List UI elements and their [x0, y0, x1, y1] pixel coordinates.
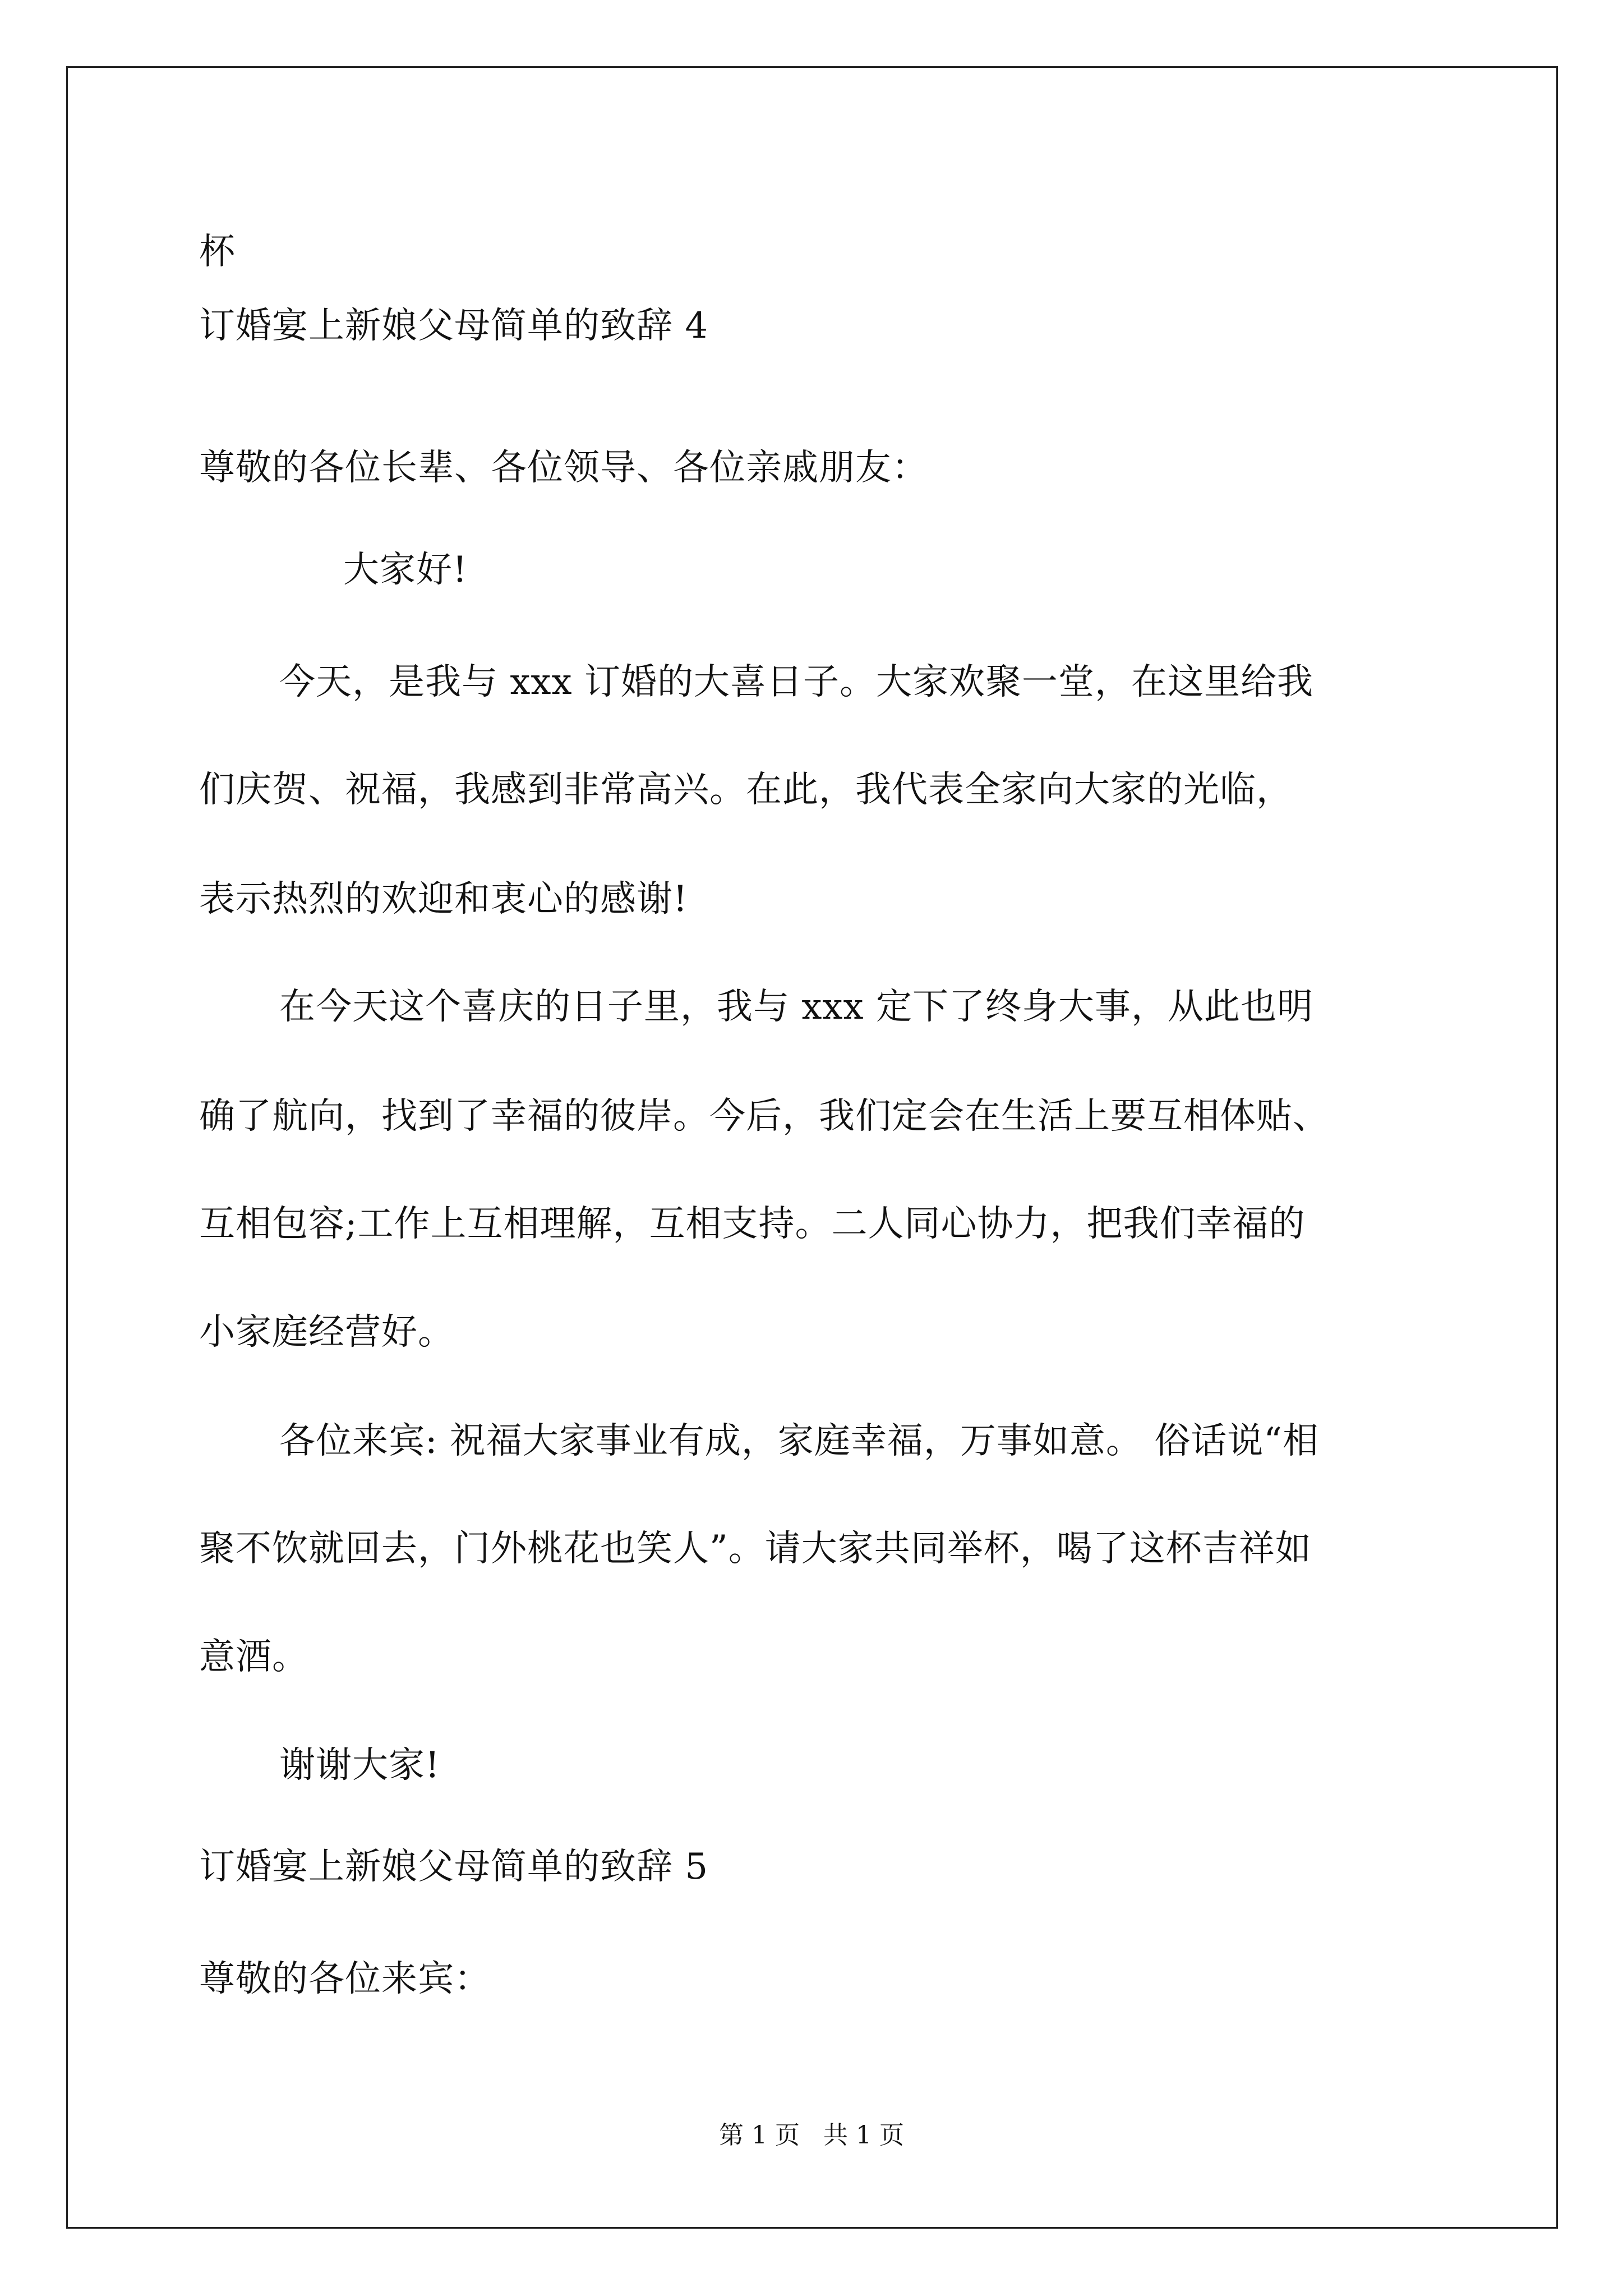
paragraph-2-line-1: 在今天这个喜庆的日子里，我与 xxx 定下了终身大事，从此也明	[279, 986, 1313, 1028]
paragraph-3-line-2: 聚不饮就回去，门外桃花也笑人”。请大家共同举杯，喝了这杯吉祥如	[199, 1528, 1312, 1570]
salutation-line-2: 尊敬的各位来宾：	[199, 1958, 491, 2000]
paragraph-3-line-3: 意酒。	[199, 1636, 308, 1678]
page-border	[66, 66, 1558, 2229]
section-heading-4: 订婚宴上新娘父母简单的致辞 4	[199, 305, 709, 347]
paragraph-1-line-1: 今天，是我与 xxx 订婚的大喜日子。大家欢聚一堂，在这里给我	[279, 661, 1313, 703]
paragraph-1-line-3: 表示热烈的欢迎和衷心的感谢!	[199, 878, 688, 920]
paragraph-2-line-2: 确了航向，找到了幸福的彼岸。今后，我们定会在生活上要互相体贴、	[199, 1096, 1329, 1137]
greeting-line: 大家好!	[343, 549, 468, 591]
paragraph-2-line-4: 小家庭经营好。	[199, 1312, 454, 1353]
salutation-line: 尊敬的各位长辈、各位领导、各位亲戚朋友：	[199, 447, 928, 489]
thanks-line: 谢谢大家!	[279, 1745, 440, 1786]
page-footer: 第 1 页 共 1 页	[719, 2121, 904, 2150]
paragraph-2-line-3: 互相包容;工作上互相理解，互相支持。二人同心协力，把我们幸福的	[199, 1203, 1306, 1245]
paragraph-3-line-1: 各位来宾: 祝福大家事业有成，家庭幸福，万事如意。 俗话说“相	[279, 1420, 1319, 1462]
paragraph-1-line-2: 们庆贺、祝福，我感到非常高兴。在此，我代表全家向大家的光临，	[199, 769, 1293, 811]
text-line-1: 杯	[199, 231, 236, 273]
section-heading-5: 订婚宴上新娘父母简单的致辞 5	[199, 1846, 709, 1888]
